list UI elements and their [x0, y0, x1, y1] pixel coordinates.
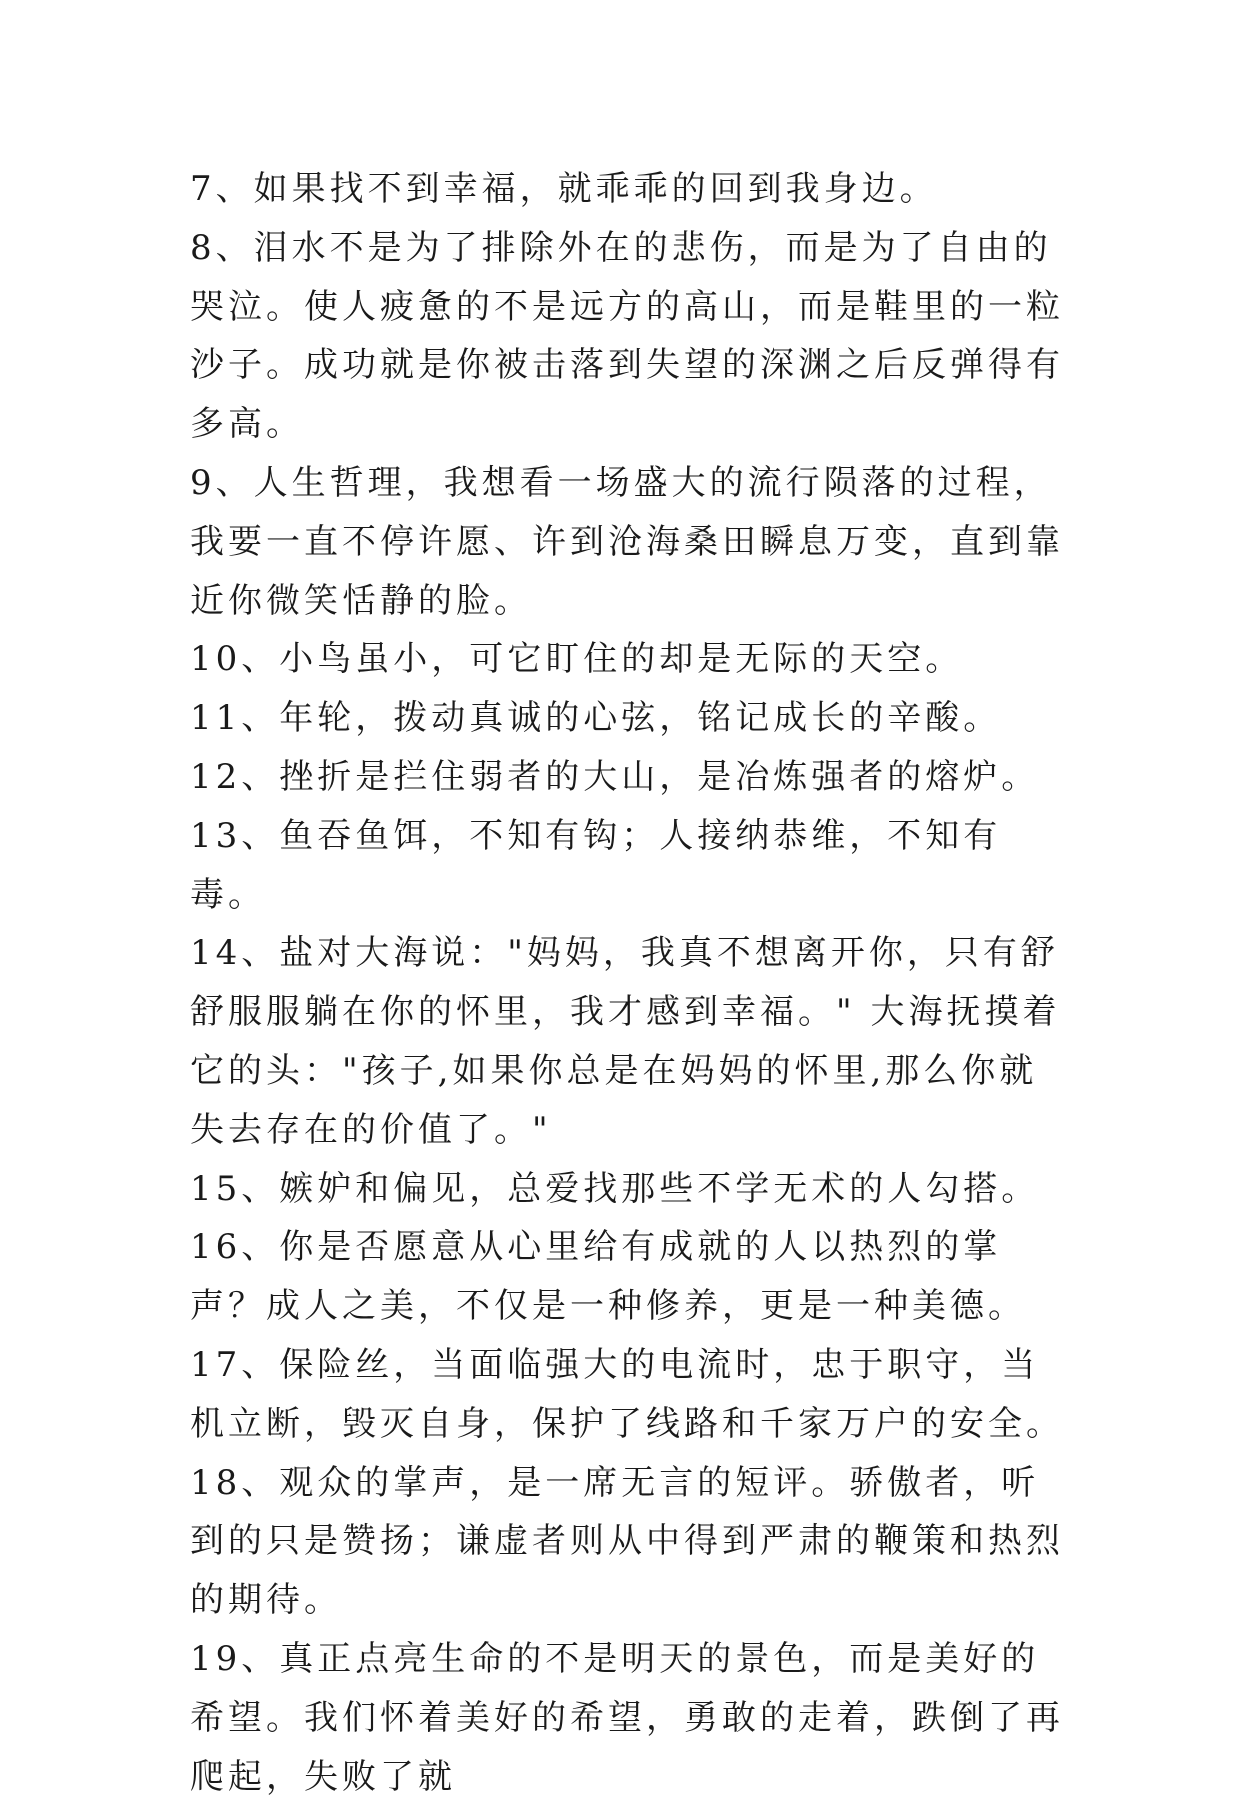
paragraph-14: 14、盐对大海说："妈妈，我真不想离开你，只有舒舒服服躺在你的怀里，我才感到幸福。" 大海抚摸着它的头："孩子,如果你总是在妈妈的怀里,那么你就失去存在的价值了。"	[190, 933, 1061, 1150]
paragraph-15: 15、嫉妒和偏见，总爱找那些不学无术的人勾搭。	[190, 1168, 1040, 1209]
paragraph-16: 16、你是否愿意从心里给有成就的人以热烈的掌 声？成人之美，不仅是一种修养，更是一种美德。	[190, 1227, 1026, 1327]
paragraph-19: 19、真正点亮生命的不是明天的景色，而是美好的希望。我们怀着美好的希望，勇敢的走着，跌倒了再爬起，失败了就	[190, 1638, 1064, 1797]
paragraph-7: 7、如果找不到幸福，就乖乖的回到我身边。	[190, 169, 938, 209]
document-body	[190, 160, 1070, 1806]
paragraph-13: 13、鱼吞鱼饵，不知有钩；人接纳恭维，不知有毒。	[190, 815, 1002, 915]
paragraph-17: 17、保险丝，当面临强大的电流时，忠于职守，当机立断，毁灭自身，保护了线路和千家万户的安全。	[190, 1344, 1064, 1444]
paragraph-12: 12、挫折是拦住弱者的大山，是冶炼强者的熔炉。	[190, 756, 1040, 797]
paragraph-18: 18、观众的掌声，是一席无言的短评。骄傲者，听到的只是赞扬；谦虚者则从中得到严肃的鞭策和热烈的期待。	[190, 1462, 1064, 1621]
paragraph-11: 11、年轮，拨动真诚的心弦，铭记成长的辛酸。	[190, 698, 1002, 739]
paragraph-10: 10、小鸟虽小，可它盯住的却是无际的天空。	[190, 639, 964, 680]
paragraph-9: 9、人生哲理，我想看一场盛大的流行陨落的过程，我要一直不停许愿、许到沧海桑田瞬息万变，直到靠近你微笑恬静的脸。	[190, 462, 1064, 621]
paragraph-8: 8、泪水不是为了排除外在的悲伤，而是为了自由的哭泣。使人疲惫的不是远方的高山，而是鞋里的一粒沙子。成功就是你被击落到失望的深渊之后反弹得有多高。	[190, 227, 1064, 445]
